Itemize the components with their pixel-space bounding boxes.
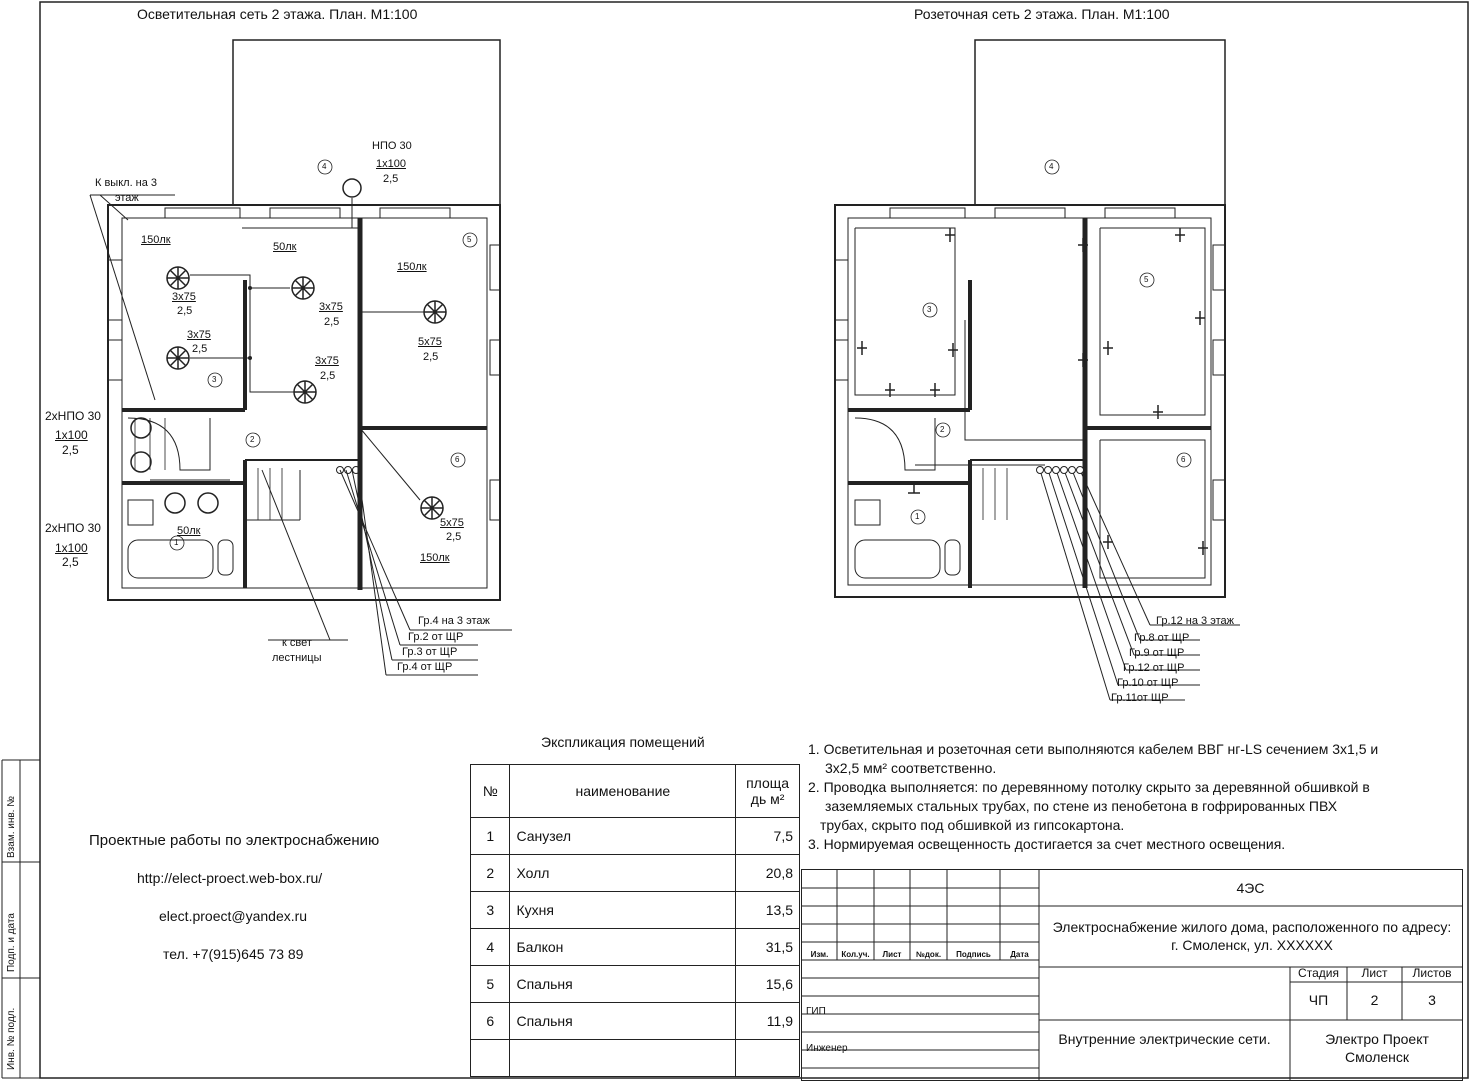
room-number-1: 1 [174,538,179,547]
col-podp: Подпись [956,950,991,959]
npo-spec: 1х100 [376,158,406,170]
note-1a: 1. Осветительная и розеточная сети выполняются кабелем ВВГ нг-LS сечением 3х1,5 и [808,741,1379,757]
group-2: Гр.2 от ЩР [408,631,464,643]
table-row: 1 Санузел 7,5 [471,818,800,855]
room-number-4: 4 [322,162,327,171]
explication-title: Экспликация помещений [541,734,705,750]
group-12-3rd-floor: Гр.12 на 3 этаж [1156,615,1234,627]
col-data: Дата [1010,950,1029,959]
group-8: Гр.8 от ЩР [1134,632,1190,644]
room-number-5-s: 5 [1144,275,1149,284]
lux-bedroom-5: 150лк [397,261,427,273]
title-block [801,869,1463,1081]
contact-phone: тел. +7(915)645 73 89 [163,946,304,962]
general-notes [808,740,1378,854]
col-list: Лист [882,950,902,959]
lamp-5-height: 2,5 [423,351,439,363]
room-number-6-s: 6 [1181,455,1186,464]
table-row: 2 Холл 20,8 [471,855,800,892]
npo2-b-label: 2хНПО 30 [45,521,101,535]
lamp-3-spec: 3х75 [187,329,211,341]
lamp-4-spec: 3х75 [315,355,339,367]
col-izm: Изм. [810,950,829,959]
lux-kitchen: 150лк [141,234,171,246]
gip-label: ГИП [806,1006,826,1017]
note-2b: заземляемых стальных трубах, по стене из пенобетона в гофрированных ПВХ [825,798,1338,814]
side-label-podp: Подп. и дата [6,913,17,972]
npo2-a-label: 2хНПО 30 [45,409,101,423]
stage-header: Стадия [1298,966,1339,980]
group-4: Гр.4 от ЩР [397,661,453,673]
group-9: Гр.9 от ЩР [1129,647,1185,659]
col-name-header: наименование [510,765,736,818]
lighting-plan-title: Осветительная сеть 2 этажа. План. М1:100 [137,6,418,22]
group-4-3rd-floor: Гр.4 на 3 этаж [418,615,490,627]
lux-hall: 50лк [273,241,297,253]
sheets-value: 3 [1428,992,1436,1008]
doc-code: 4ЭС [1236,880,1265,896]
table-row-empty [471,1040,800,1077]
contact-email[interactable]: elect.proect@yandex.ru [159,908,308,924]
lamp-4-height: 2,5 [320,370,336,382]
lamp-3-height: 2,5 [192,343,208,355]
col-kol: Кол.уч. [841,950,870,959]
col-ndok: №док. [915,950,942,959]
lux-bedroom-6: 150лк [420,552,450,564]
col-area-header: площа дь м² [736,765,800,818]
npo-label: НПО 30 [372,140,412,152]
table-row: 5 Спальня 15,6 [471,966,800,1003]
side-label-inv: Инв. № подл. [6,1007,17,1070]
stair-light-2: лестницы [272,652,322,664]
lamp-5-spec: 5х75 [418,336,442,348]
note-3: 3. Нормируемая освещенность достигается за счет местного освещения. [808,836,1286,852]
room-number-5: 5 [467,235,472,244]
sheet-value: 2 [1370,992,1379,1008]
room-number-3: 3 [212,375,217,384]
organization: Электро Проект Смоленск [1325,1031,1429,1065]
lamp-2-spec: 3х75 [319,301,343,313]
lamp-1-spec: 3х75 [172,291,196,303]
lamp-2-height: 2,5 [324,316,340,328]
engineer-label: Инженер [806,1043,848,1054]
npo2-b-spec: 1х100 [55,541,88,555]
explication-table [470,764,800,1077]
npo2-b-height: 2,5 [62,555,79,569]
lamp-6-spec: 5х75 [440,517,464,529]
room-number-4-s: 4 [1049,162,1054,171]
npo2-a-height: 2,5 [62,443,79,457]
table-row: 3 Кухня 13,5 [471,892,800,929]
document-title: Внутренние электрические сети. [1058,1031,1271,1047]
switch-note-1: К выкл. на 3 [95,177,158,189]
stair-light-1: к свет [282,637,312,649]
lamp-1-height: 2,5 [177,305,193,317]
stage-value: ЧП [1308,992,1329,1008]
room-number-2: 2 [250,435,255,444]
room-number-3-s: 3 [927,305,932,314]
npo-height: 2,5 [383,173,399,185]
lux-bath: 50лк [177,525,201,537]
table-row: 6 Спальня 11,9 [471,1003,800,1040]
col-no-header: № [471,765,510,818]
switch-note-2: этаж [115,192,139,204]
contact-heading: Проектные работы по электроснабжению [89,832,380,849]
group-11: Гр.11от ЩР [1111,692,1169,704]
note-1b: 3х2,5 мм² соответственно. [825,760,997,776]
sheets-header: Листов [1412,966,1452,980]
project-name: Электроснабжение жилого дома, расположенного по адресу: г. Смоленск, ул. XXXXXX [1052,919,1452,953]
socket-symbols [857,228,1208,555]
group-10: Гр.10 от ЩР [1117,677,1179,689]
contact-url[interactable]: http://elect-proect.web-box.ru/ [137,870,323,886]
npo2-a-spec: 1х100 [55,428,88,442]
table-row: 4 Балкон 31,5 [471,929,800,966]
lamp-6-height: 2,5 [446,531,462,543]
side-label-vzam: Взам. инв. № [6,796,17,858]
room-number-6: 6 [455,455,460,464]
group-3: Гр.3 от ЩР [402,646,458,658]
note-2c: трубах, скрыто под обшивкой из гипсокартона. [820,817,1125,833]
socket-plan-title: Розеточная сеть 2 этажа. План. М1:100 [914,6,1170,22]
group-12: Гр.12 от ЩР [1123,662,1185,674]
note-2a: 2. Проводка выполняется: по деревянному потолку скрыто за деревянной обшивкой в [808,779,1370,795]
sheet-header: Лист [1361,966,1388,980]
room-number-1-s: 1 [915,512,920,521]
room-number-2-s: 2 [940,425,945,434]
